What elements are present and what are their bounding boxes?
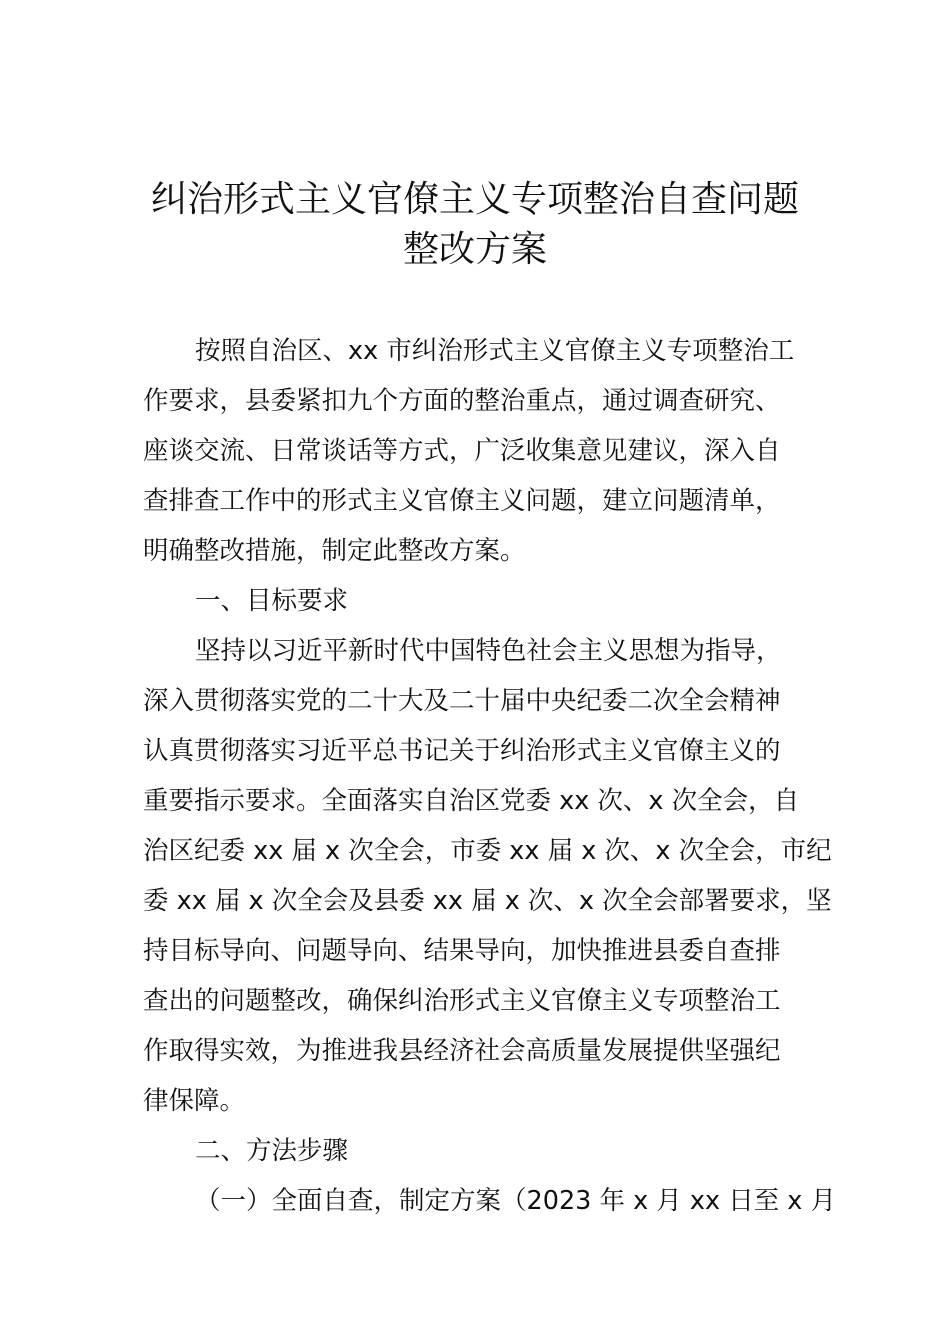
subsection-heading: （一）全面自查，制定方案（2023 年 x 月 xx 日至 x 月 bbox=[195, 1186, 836, 1216]
document-title-line-1: 纠治形式主义官僚主义专项整治自查问题 bbox=[150, 179, 799, 220]
paragraph-line: 律保障。 bbox=[143, 1086, 246, 1116]
paragraph-line: 深入贯彻落实党的二十大及二十届中央纪委二次全会精神 bbox=[143, 686, 781, 716]
paragraph-line: 持目标导向、问题导向、结果导向，加快推进县委自查排 bbox=[143, 936, 781, 966]
paragraph-line: 坚持以习近平新时代中国特色社会主义思想为指导， bbox=[195, 636, 782, 666]
paragraph-line: 治区纪委 xx 届 x 次全会，市委 xx 届 x 次、x 次全会，市纪 bbox=[143, 836, 832, 866]
paragraph-line: 委 xx 届 x 次全会及县委 xx 届 x 次、x 次全会部署要求，坚 bbox=[143, 886, 832, 916]
paragraph-line: 认真贯彻落实习近平总书记关于纠治形式主义官僚主义的 bbox=[143, 736, 781, 766]
document-title-line-2: 整改方案 bbox=[402, 229, 547, 270]
section-heading: 一、目标要求 bbox=[195, 586, 349, 616]
paragraph-line: 查出的问题整改，确保纠治形式主义官僚主义专项整治工 bbox=[143, 986, 781, 1016]
paragraph-line: 重要指示要求。全面落实自治区党委 xx 次、x 次全会，自 bbox=[143, 786, 800, 816]
paragraph-line: 按照自治区、xx 市纠治形式主义官僚主义专项整治工 bbox=[195, 336, 795, 366]
paragraph-line: 明确整改措施，制定此整改方案。 bbox=[143, 536, 526, 566]
paragraph-line: 作要求，县委紧扣九个方面的整治重点，通过调查研究、 bbox=[143, 386, 781, 416]
section-heading: 二、方法步骤 bbox=[195, 1136, 349, 1166]
paragraph-line: 查排查工作中的形式主义官僚主义问题，建立问题清单， bbox=[143, 486, 781, 516]
paragraph-line: 座谈交流、日常谈话等方式，广泛收集意见建议，深入自 bbox=[143, 436, 781, 466]
paragraph-line: 作取得实效，为推进我县经济社会高质量发展提供坚强纪 bbox=[143, 1036, 781, 1066]
